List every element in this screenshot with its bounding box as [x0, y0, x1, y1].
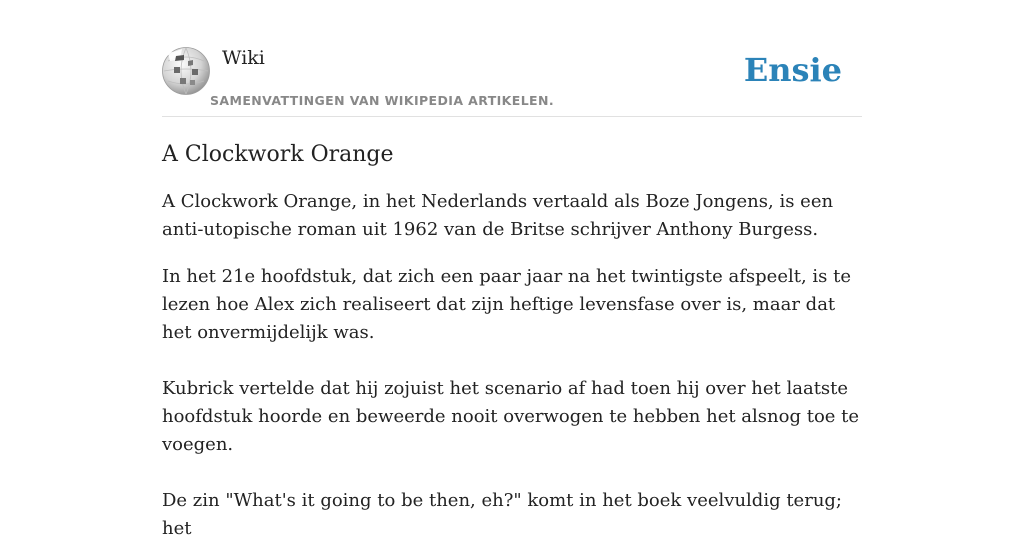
site-tagline: SAMENVATTINGEN VAN WIKIPEDIA ARTIKELEN.: [210, 93, 555, 108]
site-name-link[interactable]: Wiki: [222, 47, 265, 69]
article: [162, 136, 862, 543]
article-paragraph: A Clockwork Orange, in het Nederlands vertaald als Boze Jongens, is een anti-utopische roman uit 1962 van de Britse schrijver Anthony Burgess.: [162, 191, 834, 240]
ensie-brand-link[interactable]: Ensie: [743, 51, 842, 89]
article-paragraph: De zin "What's it going to be then, eh?" komt in het boek veelvuldig terug; het: [162, 490, 842, 539]
wikipedia-globe-icon[interactable]: [162, 47, 210, 95]
article-title: A Clockwork Orange: [162, 142, 394, 167]
site-header: [162, 40, 862, 117]
article-paragraph: Kubrick vertelde dat hij zojuist het scenario af had toen hij over het laatste hoofdstuk hoorde en beweerde nooit overwogen te hebben het alsnog toe te voegen.: [162, 378, 860, 455]
article-paragraph: In het 21e hoofdstuk, dat zich een paar jaar na het twintigste afspeelt, is te lezen hoe Alex zich realiseert dat zijn heftige levensfase over is, maar dat het onvermijdelijk was.: [162, 266, 852, 343]
